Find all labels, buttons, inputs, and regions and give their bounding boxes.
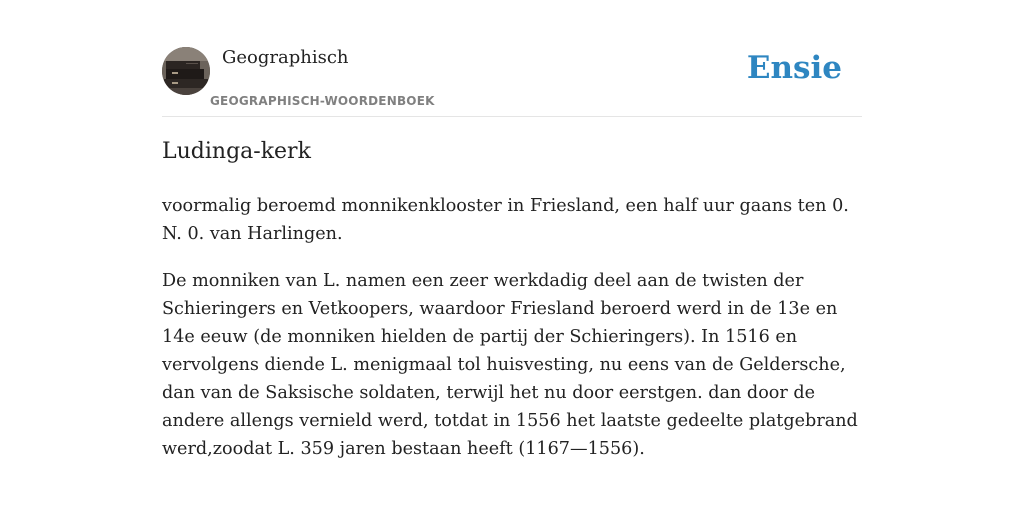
entry-paragraph: De monniken van L. namen een zeer werkdadig deel aan de twisten der Schieringers en Vetkoopers, waardoor Friesland beroerd werd in de 13e en 14e eeuw (de monniken hielden de partij der Schieringers). In 1516 en vervolgens diende L. menigmaal tol huisvesting, nu eens van de Geldersche, dan van de Saksische soldaten, terwijl het nu door eerstgen. dan door de andere allengs vernield werd, totdat in 1556 het laatste gedeelte platgebrand werd,zoodat L. 359 jaren bestaan heeft (1167—1556). [162,271,858,459]
brand-logo[interactable]: Ensie [746,50,842,86]
book-subtitle[interactable]: GEOGRAPHISCH-WOORDENBOEK [210,94,435,108]
book-cover-icon[interactable] [162,47,210,95]
book-title-link[interactable]: Geographisch [222,47,349,68]
header [162,44,862,117]
entry-paragraph: voormalig beroemd monnikenklooster in Friesland, een half uur gaans ten 0. N. 0. van Harlingen. [162,196,849,244]
entry-content [162,192,862,482]
entry-title: Ludinga-kerk [162,139,311,164]
